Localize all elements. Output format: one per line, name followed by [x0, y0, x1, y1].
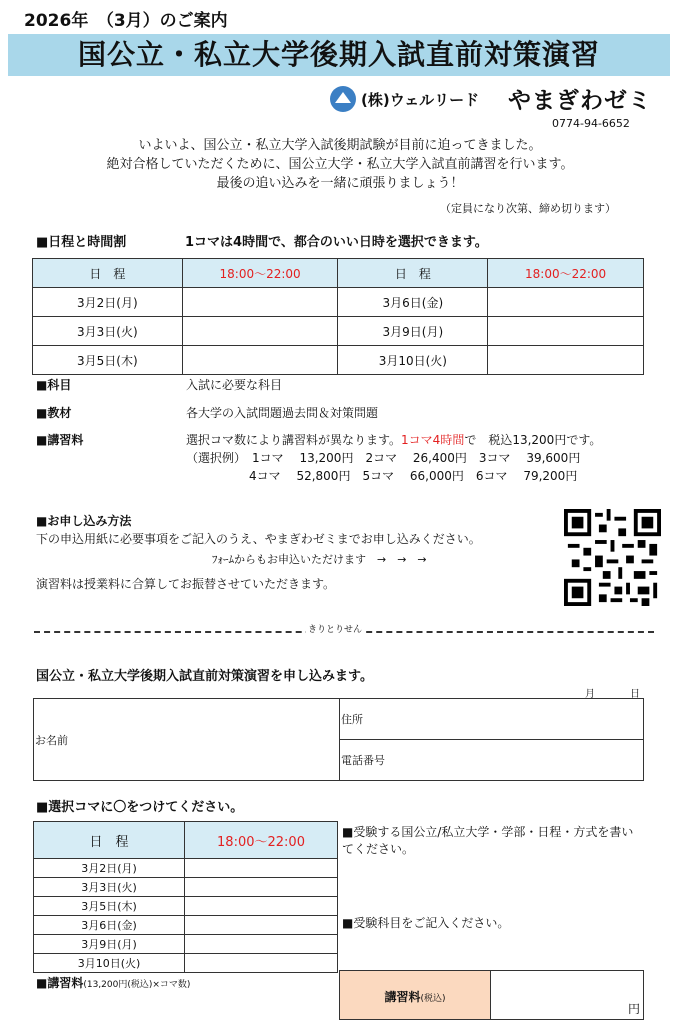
fee-box-tax: (税込): [420, 993, 446, 1004]
material-value: 各大学の入試問題過去問＆対策問題: [186, 406, 379, 420]
fee-box-title: 講習料: [384, 989, 421, 1004]
fee-price: で 税込13,200円です。: [464, 433, 602, 447]
slot-cell: [488, 346, 644, 375]
welread-logo-icon: [330, 86, 356, 112]
date-day: 日: [630, 689, 640, 700]
fee-example: 4コマ 52,800円 5コマ 66,000円 6コマ 79,200円: [249, 469, 578, 483]
schedule-heading: ■日程と時間割: [36, 235, 127, 250]
col-day: 日 程: [34, 822, 185, 859]
select-cell[interactable]: [185, 878, 338, 897]
form-title: 国公立・私立大学後期入試直前対策演習を申し込みます。: [36, 669, 373, 684]
col-time: 18:00～22:00: [488, 259, 644, 288]
col-time: 18:00～22:00: [185, 822, 338, 859]
phone-number: 0774-94-6652: [552, 117, 630, 130]
company-name: (株)ウェルリード: [361, 91, 480, 109]
date-month: 月: [585, 689, 595, 700]
fee-amount-field[interactable]: [491, 971, 644, 1020]
fee-text: 選択コマ数により講習料が異なります。: [186, 433, 402, 447]
date-cell: 3月3日(火): [33, 317, 183, 346]
capacity-note: （定員になり次第、締め切ります）: [440, 202, 616, 215]
total-label-bold: ■講習料: [36, 976, 84, 990]
schedule-subheading: 1コマは4時間で、都合のいい日時を選択できます。: [185, 235, 488, 250]
select-cell[interactable]: [185, 954, 338, 973]
apply-text: 演習料は授業料に合算してお振替させていただきます。: [36, 577, 336, 591]
select-cell[interactable]: [185, 916, 338, 935]
schedule-table: [32, 258, 644, 375]
yen-label: 円: [627, 1002, 640, 1016]
subjects-question[interactable]: ■受験科目をご記入ください。: [342, 916, 510, 930]
apply-heading: ■お申し込み方法: [36, 514, 132, 528]
date-cell: 3月10日(火): [34, 954, 185, 973]
tel-label: 電話番号: [341, 754, 385, 767]
page-title: 国公立・私立大学後期入試直前対策演習: [77, 38, 600, 71]
address-field[interactable]: [340, 699, 644, 740]
date-cell: 3月9日(月): [338, 317, 488, 346]
application-form: [33, 698, 644, 781]
material-label: ■教材: [36, 406, 72, 420]
fee-label: ■講習料: [36, 433, 84, 447]
select-heading: ■選択コマに〇をつけてください。: [36, 800, 244, 815]
slot-cell: [488, 288, 644, 317]
form-link[interactable]: ﾌｫｰﾑからもお申込いただけます → → →: [212, 553, 427, 566]
date-cell: 3月10日(火): [338, 346, 488, 375]
intro-line: いよいよ、国公立・私立大学入試後期試験が目前に迫ってきました。: [138, 138, 542, 153]
fee-box-label: [340, 971, 491, 1020]
school-name: やまぎわゼミ: [508, 88, 652, 114]
fee-example: （選択例） 1コマ 13,200円 2コマ 26,400円 3コマ 39,600円: [186, 451, 581, 465]
fee-box: [339, 970, 644, 1020]
slot-cell: [488, 317, 644, 346]
qr-code-icon[interactable]: [564, 509, 661, 606]
select-cell[interactable]: [185, 897, 338, 916]
intro-line: 最後の追い込みを一緒に頑張りましょう！: [216, 176, 464, 191]
header-line: 2026年 （3月）のご案内: [24, 11, 228, 31]
select-cell[interactable]: [185, 859, 338, 878]
col-day: 日 程: [338, 259, 488, 288]
subject-label: ■科目: [36, 378, 72, 392]
date-cell: 3月2日(月): [34, 859, 185, 878]
date-cell: 3月6日(金): [34, 916, 185, 935]
name-label: お名前: [35, 733, 68, 747]
fee-line1: [186, 431, 601, 448]
subject-value: 入試に必要な科目: [186, 378, 283, 392]
apply-text: 下の申込用紙に必要事項をご記入のうえ、やまぎわゼミまでお申し込みください。: [36, 532, 481, 546]
slot-cell: [182, 288, 338, 317]
cut-label: きりとりせん: [306, 622, 364, 635]
slot-cell: [182, 346, 338, 375]
date-cell: 3月2日(月): [33, 288, 183, 317]
tel-field[interactable]: [340, 740, 644, 781]
slot-cell: [182, 317, 338, 346]
total-label-note: (13,200円(税込)×コマ数): [83, 980, 191, 990]
name-field[interactable]: [34, 699, 340, 781]
select-cell[interactable]: [185, 935, 338, 954]
selection-table: [33, 821, 338, 973]
date-cell: 3月5日(木): [34, 897, 185, 916]
date-cell: 3月9日(月): [34, 935, 185, 954]
date-cell: 3月3日(火): [34, 878, 185, 897]
address-label: 住所: [341, 713, 363, 726]
date-cell: 3月5日(木): [33, 346, 183, 375]
intro-line: 絶対合格していただくために、国公立大学・私立大学入試直前講習を行います。: [106, 157, 574, 172]
university-question[interactable]: ■受験する国公立/私立大学・学部・日程・方式を書いてください。: [342, 825, 634, 856]
date-cell: 3月6日(金): [338, 288, 488, 317]
col-time: 18:00～22:00: [182, 259, 338, 288]
fee-hours: 1コマ4時間: [401, 433, 465, 447]
total-label: [36, 972, 190, 991]
intro-text: [40, 136, 640, 193]
col-day: 日 程: [33, 259, 183, 288]
